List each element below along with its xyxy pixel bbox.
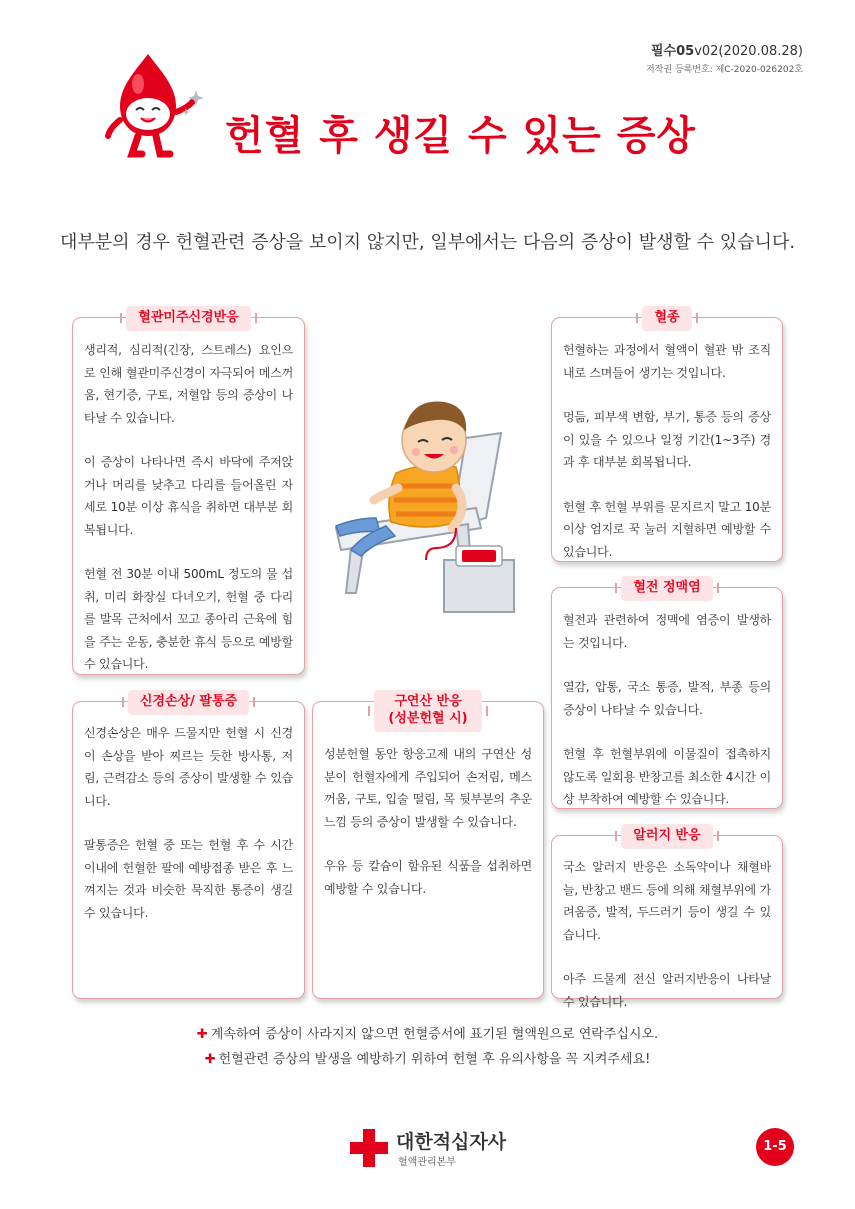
card-paragraph: 헌혈 후 헌혈 부위를 문지르지 말고 10분 이상 엄지로 꾹 눌러 지혈하면 예방할 수 있습니다.: [563, 499, 771, 559]
card-paragraph: 팔통증은 헌혈 중 또는 헌혈 후 수 시간 이내에 헌혈한 팔에 예방접종 받은 후 느껴지는 것과 비슷한 묵직한 통증이 생길 수 있습니다.: [84, 838, 293, 920]
red-cross-icon: [350, 1129, 388, 1167]
blood-drop-mascot-icon: [98, 50, 208, 165]
blood-donation-illustration-icon: [316, 378, 536, 618]
card-paragraph: 신경손상은 매우 드물지만 헌혈 시 신경이 손상을 받아 찌르는 듯한 방사통, 저림, 근력감소 등의 증상이 발생할 수 있습니다.: [84, 726, 293, 808]
card-paragraph: 국소 알러지 반응은 소독약이나 채혈바늘, 반창고 밴드 등에 의해 채혈부위에 가려움증, 발적, 두드러기 등이 생길 수 있습니다.: [563, 860, 771, 942]
note-line: ✚ 헌혈관련 증상의 발생을 예방하기 위하여 헌혈 후 유의사항을 꼭 지켜주세요!: [204, 1052, 651, 1067]
card-hematoma: [551, 310, 783, 562]
card-nerve-injury: [72, 694, 305, 999]
footer-notes: [0, 1022, 855, 1072]
organization-name: 대한적십자사: [396, 1131, 507, 1153]
card-citrate: [312, 694, 544, 999]
plus-icon: ✚: [196, 1027, 208, 1042]
page-title: 헌혈 후 생길 수 있는 증상: [225, 113, 697, 159]
page-number: 1-5: [756, 1128, 794, 1166]
red-cross-logo: [350, 1125, 520, 1170]
card-paragraph: 성분헌혈 동안 항응고제 내의 구연산 성분이 헌혈자에게 주입되어 손저림, 메스꺼움, 구토, 입술 떨림, 목 뒷부분의 추운 느낌 등의 증상이 발생할 수 있습니다.: [324, 747, 532, 829]
note-line: ✚ 계속하여 증상이 사라지지 않으면 헌혈증서에 표기된 혈액원으로 연락주십시오.: [196, 1027, 659, 1042]
card-paragraph: 아주 드물게 전신 알러지반응이 나타날 수 있습니다.: [563, 972, 771, 1009]
card-paragraph: 헌혈하는 과정에서 혈액이 혈관 밖 조직 내로 스며들어 생기는 것입니다.: [563, 343, 771, 380]
card-title: 혈종: [642, 306, 691, 331]
document-version: 필수05v02(2020.08.28): [650, 44, 803, 59]
card-paragraph: 멍듦, 피부색 변함, 부기, 통증 등의 증상이 있을 수 있으나 일정 기간(1~3주) 경과 후 대부분 회복됩니다.: [563, 410, 771, 469]
registration-number: 저작권 등록번호: 제C-2020-026202호: [645, 65, 803, 75]
card-title: 혈관미주신경반응: [126, 306, 250, 331]
card-paragraph: 이 증상이 나타나면 즉시 바닥에 주저앉거나 머리를 낮추고 다리를 들어올린 자세로 10분 이상 휴식을 취하면 대부분 회복됩니다.: [84, 455, 293, 537]
card-paragraph: 헌혈 후 헌혈부위에 이물질이 접촉하지 않도록 일회용 반창고를 최소한 4시간 이상 부착하여 예방할 수 있습니다.: [563, 747, 771, 806]
document-code: [646, 40, 803, 75]
plus-icon: ✚: [204, 1052, 216, 1067]
intro-text: 대부분의 경우 헌혈관련 증상을 보이지 않지만, 일부에서는 다음의 증상이 발생할 수 있습니다.: [59, 232, 796, 253]
card-title: 혈전 정맥염: [621, 576, 712, 601]
card-paragraph: 열감, 압통, 국소 통증, 발적, 부종 등의 증상이 나타날 수 있습니다.: [563, 680, 771, 717]
card-title: 신경손상/ 팔통증: [128, 690, 249, 715]
card-phlebitis: [551, 580, 783, 809]
card-paragraph: 우유 등 칼슘이 함유된 식품을 섭취하면 예방할 수 있습니다.: [324, 859, 532, 896]
card-title: 구연산 반응 (성분헌혈 시): [374, 690, 481, 732]
card-vasovagal: [72, 310, 305, 675]
department-name: 혈액관리본부: [398, 1157, 456, 1168]
card-paragraph: 헌혈 전 30분 이내 500mL 정도의 물 섭취, 미리 화장실 다녀오기, 헌혈 중 다리를 발목 근처에서 꼬고 종아리 근육에 힘을 주는 운동, 충분한 휴식 등으로 예방할 수 있습니다.: [84, 567, 293, 671]
card-paragraph: 생리적, 심리적(긴장, 스트레스) 요인으로 인해 혈관미주신경이 자극되어 메스꺼움, 현기증, 구토, 저혈압 등의 증상이 나타날 수 있습니다.: [84, 343, 293, 425]
card-paragraph: 혈전과 관련하여 정맥에 염증이 발생하는 것입니다.: [563, 613, 771, 650]
card-allergy: [551, 828, 783, 1009]
card-title: 알러지 반응: [621, 824, 712, 849]
